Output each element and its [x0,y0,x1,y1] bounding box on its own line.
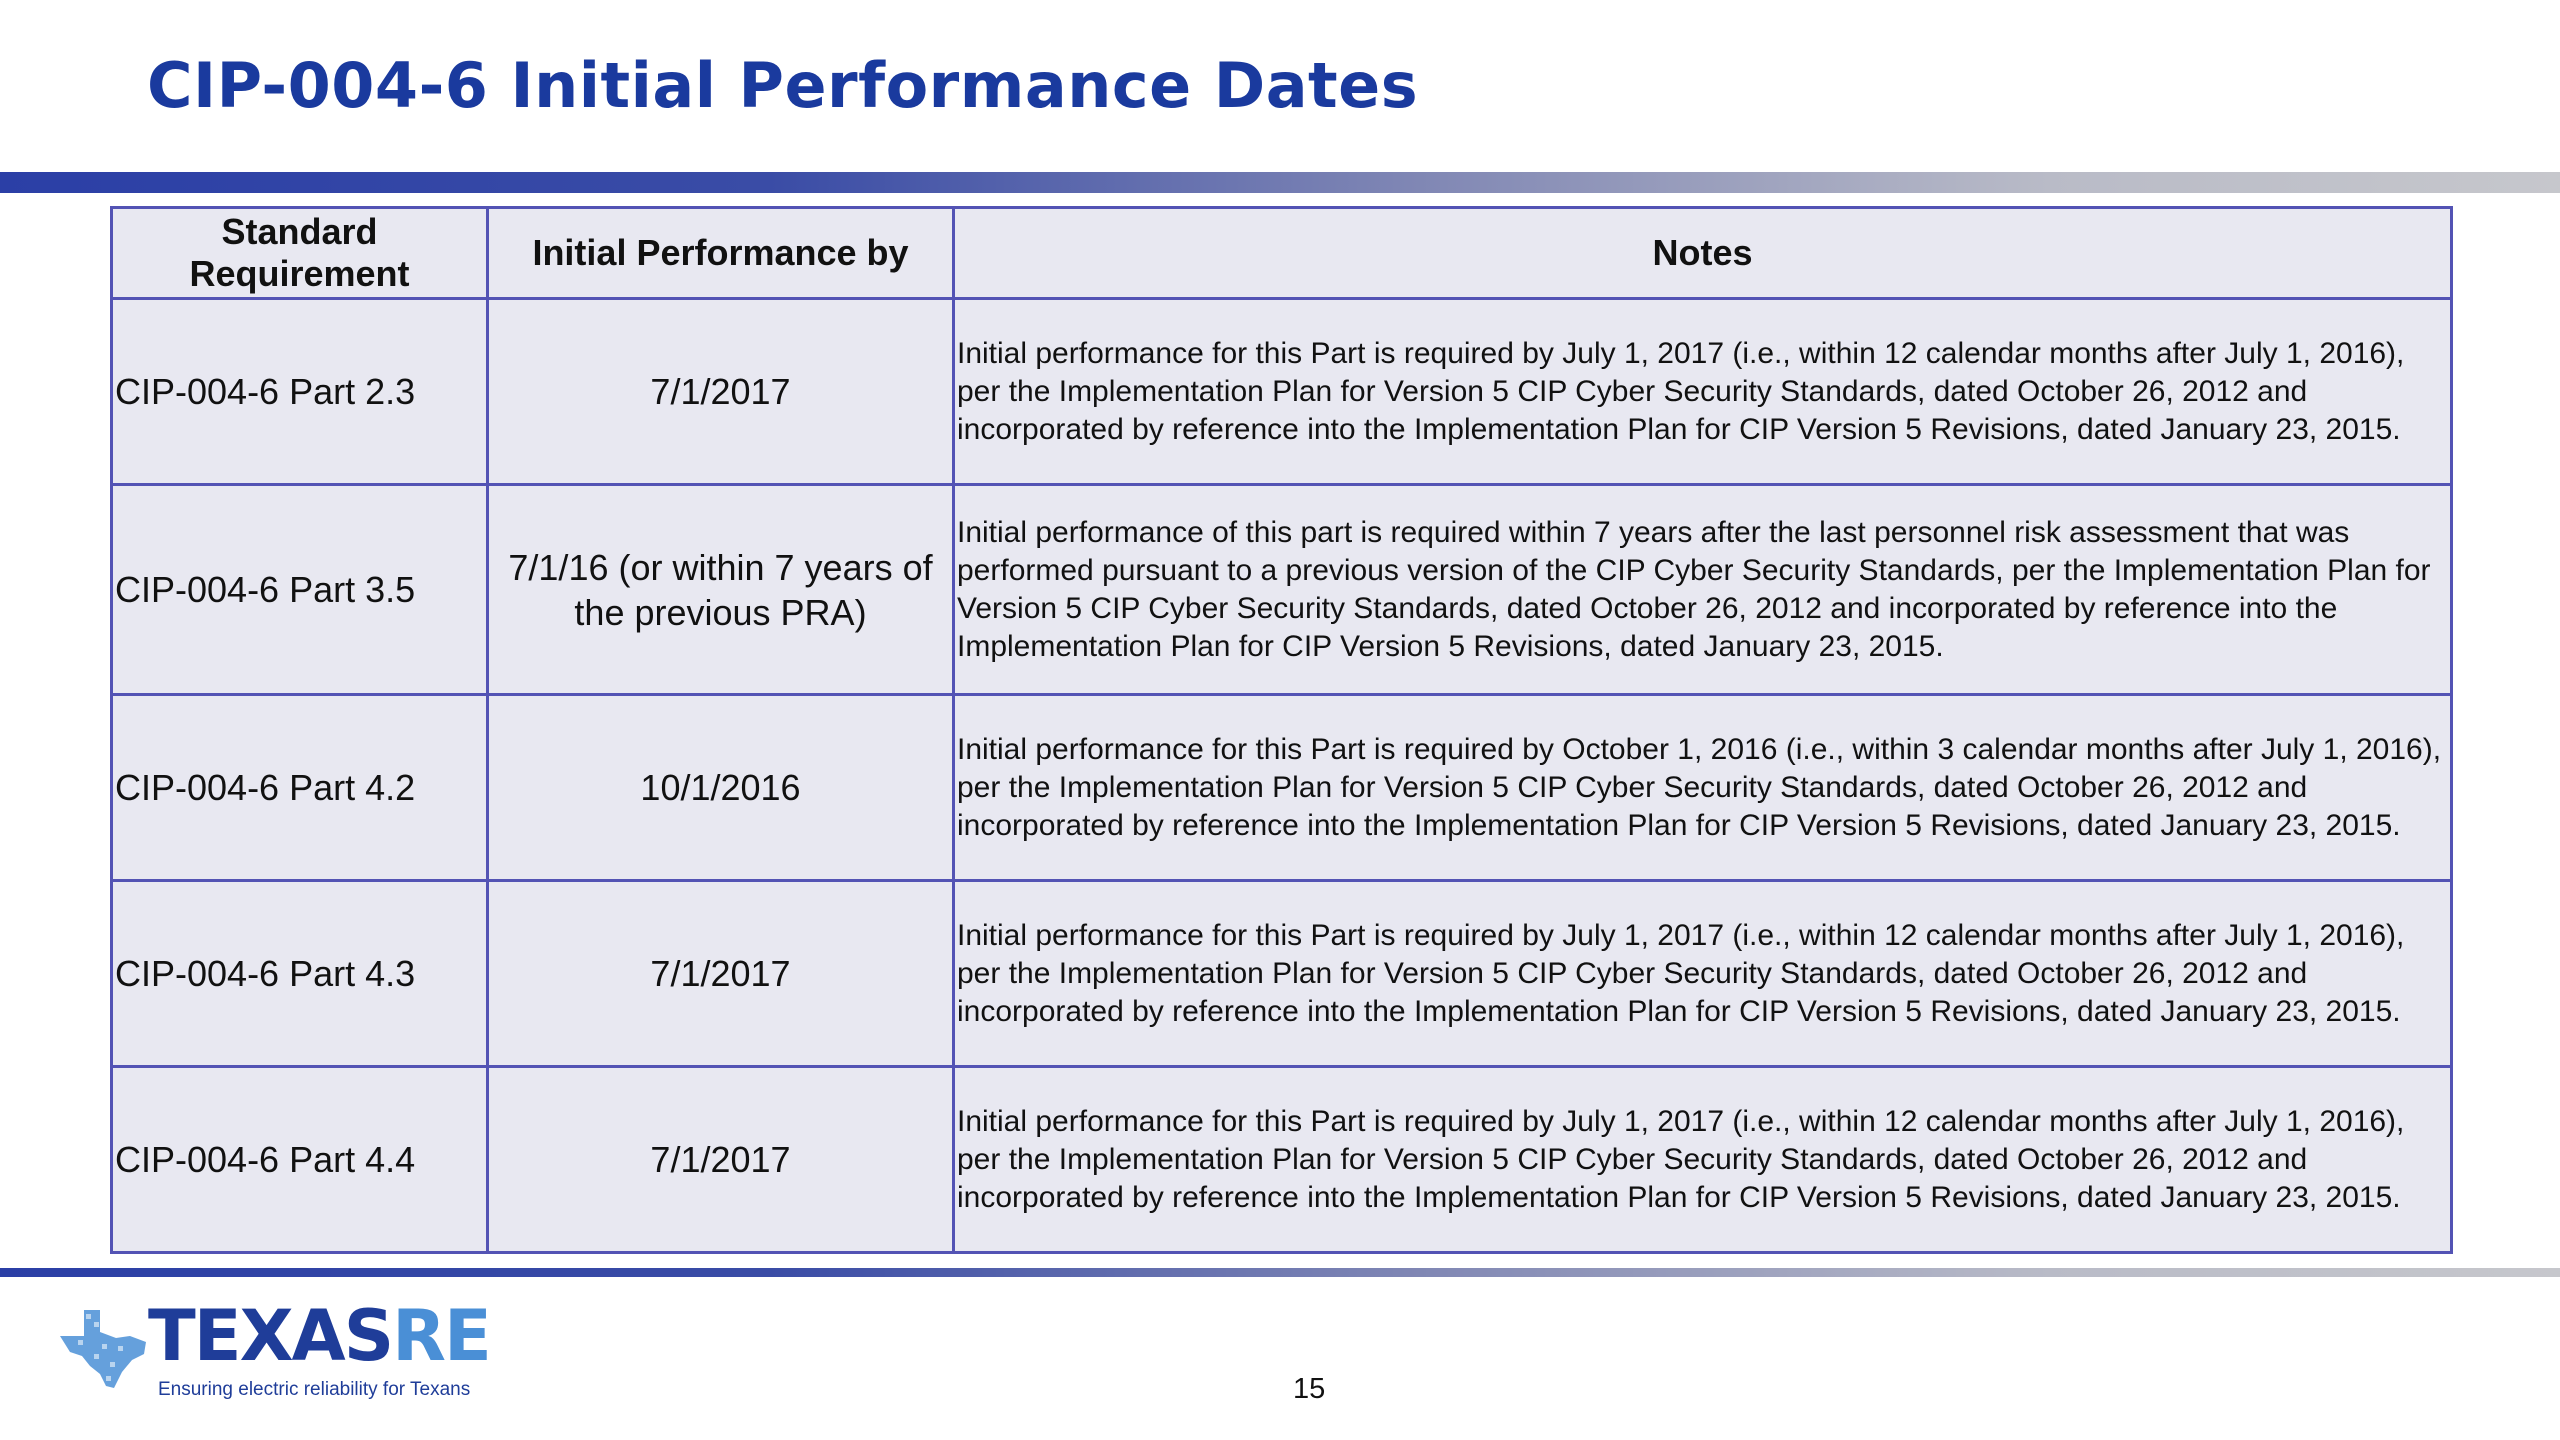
texas-re-logo [56,1295,506,1412]
notes-cell: Initial performance of this part is required within 7 years after the last personnel risk assessment that was performed pursuant to a previous version of the CIP Cyber Security Standards, per the Implementation Plan for Version 5 CIP Cyber Security Standards, dated October 26, 2012 and incorporated by reference into the Implementation Plan for CIP Version 5 Revisions, dated January 23, 2015. [954,485,2452,695]
requirement-cell: CIP-004-6 Part 4.4 [112,1067,488,1253]
date-cell: 7/1/16 (or within 7 years of the previous PRA) [488,485,954,695]
slide-title: CIP-004-6 Initial Performance Dates [147,49,1419,122]
column-header-date: Initial Performance by [488,208,954,299]
table-row [112,1067,2452,1253]
column-header-requirement: Standard Requirement [112,208,488,299]
table-row [112,299,2452,485]
requirement-cell: CIP-004-6 Part 2.3 [112,299,488,485]
notes-cell: Initial performance for this Part is required by July 1, 2017 (i.e., within 12 calendar months after July 1, 2016), per the Implementation Plan for Version 5 CIP Cyber Security Standards, dated October 26, 2012 and incorporated by reference into the Implementation Plan for CIP Version 5 Revisions, dated January 23, 2015. [954,881,2452,1067]
logo-wordmark-re: RE [392,1295,490,1377]
notes-cell: Initial performance for this Part is required by July 1, 2017 (i.e., within 12 calendar months after July 1, 2016), per the Implementation Plan for Version 5 CIP Cyber Security Standards, dated October 26, 2012 and incorporated by reference into the Implementation Plan for CIP Version 5 Revisions, dated January 23, 2015. [954,299,2452,485]
table-header-row [112,208,2452,299]
notes-cell: Initial performance for this Part is required by July 1, 2017 (i.e., within 12 calendar months after July 1, 2016), per the Implementation Plan for Version 5 CIP Cyber Security Standards, dated October 26, 2012 and incorporated by reference into the Implementation Plan for CIP Version 5 Revisions, dated January 23, 2015. [954,1067,2452,1253]
table-row [112,695,2452,881]
performance-dates-table [110,206,2453,1254]
requirement-cell: CIP-004-6 Part 4.3 [112,881,488,1067]
requirement-cell: CIP-004-6 Part 3.5 [112,485,488,695]
date-cell: 10/1/2016 [488,695,954,881]
requirement-cell: CIP-004-6 Part 4.2 [112,695,488,881]
header-divider [0,172,2560,193]
logo-wordmark-texas: TEXAS [148,1295,393,1377]
logo-wordmark [148,1296,490,1376]
page-number: 15 [1293,1373,1326,1405]
date-cell: 7/1/2017 [488,1067,954,1253]
table-row [112,881,2452,1067]
footer-divider [0,1268,2560,1277]
notes-cell: Initial performance for this Part is required by October 1, 2016 (i.e., within 3 calendar months after July 1, 2016), per the Implementation Plan for Version 5 CIP Cyber Security Standards, dated October 26, 2012 and incorporated by reference into the Implementation Plan for CIP Version 5 Revisions, dated January 23, 2015. [954,695,2452,881]
logo-tagline: Ensuring electric reliability for Texans [158,1379,471,1400]
date-cell: 7/1/2017 [488,881,954,1067]
date-cell: 7/1/2017 [488,299,954,485]
column-header-notes: Notes [954,208,2452,299]
table-row [112,485,2452,695]
texas-map-icon [56,1302,152,1394]
